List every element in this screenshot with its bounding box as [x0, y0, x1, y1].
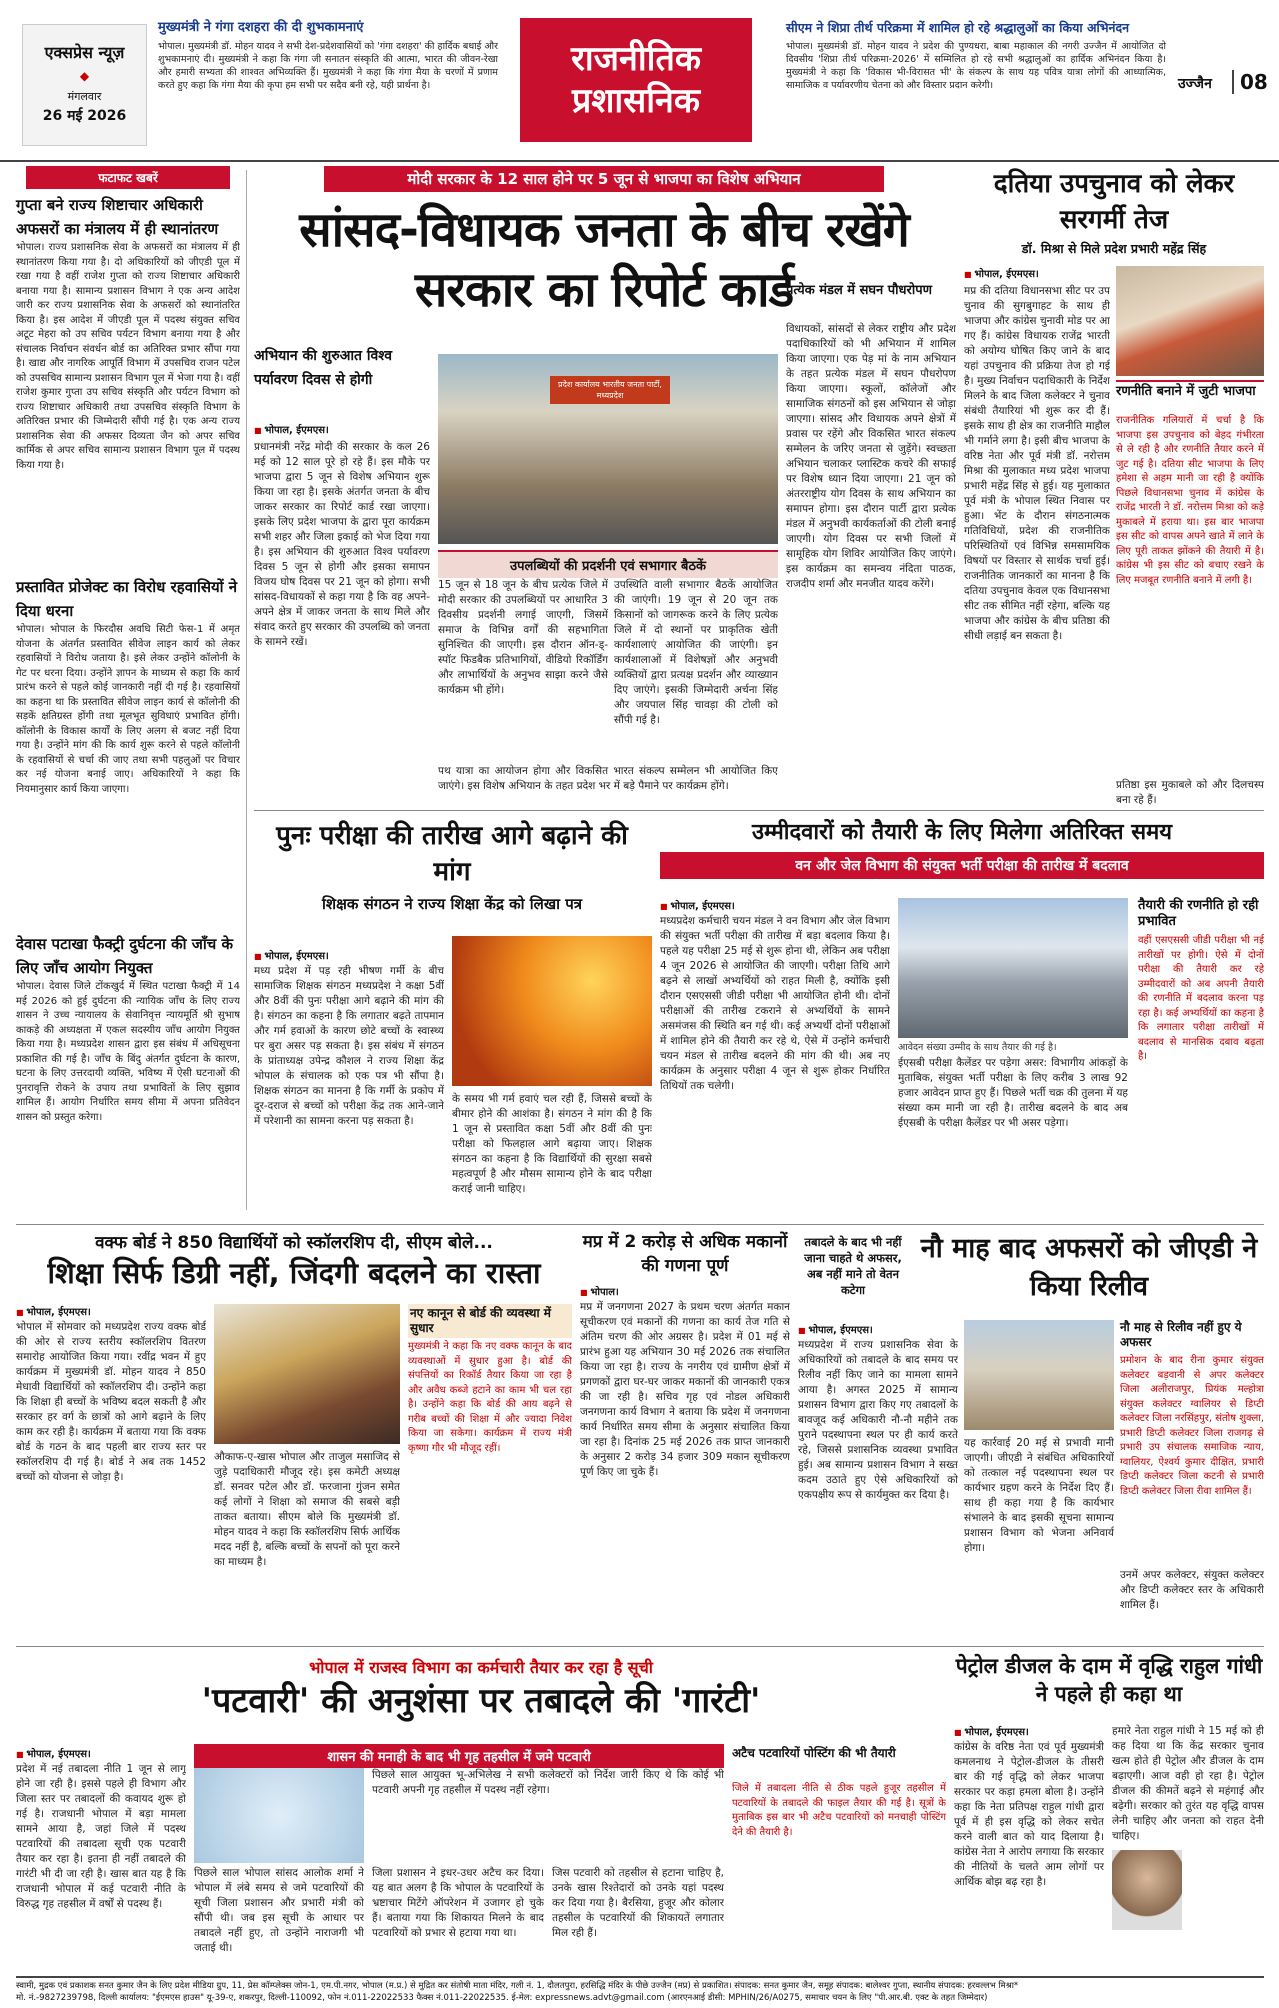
lead-body-4: पथ यात्रा का आयोजन होगा और विकसित भारत संकल्प सम्मेलन भी आयोजित किए जाएंगे। इस विशेष अभियान के तहत प्रदेश भर में बड़े पैमाने पर कार्यक्रम होंगे।: [438, 765, 778, 792]
datia-story: [964, 166, 1264, 806]
census-byline: ■ भोपाल।: [580, 1284, 790, 1298]
kamalnath-photo: [1112, 1850, 1182, 1930]
waqf-headline: शिक्षा सिर्फ डिग्री नहीं, जिंदगी बदलने का रास्ता: [47, 1256, 541, 1290]
patwari-headline: 'पटवारी' की अनुशंसा पर तबादले की 'गारंटी': [201, 1681, 761, 1721]
waqf-story: [16, 1230, 572, 1640]
census-headline: मप्र में 2 करोड़ से अधिक मकानों की गणना पूर्ण: [582, 1232, 788, 1276]
lead-byline: ■ भोपाल, ईएमएस।: [254, 422, 329, 436]
officers-headline: नौ माह बाद अफसरों को जीएडी ने किया रिलीव: [920, 1233, 1258, 1302]
lead-col3-sub: प्रत्येक मंडल में सघन पौधरोपण: [786, 283, 933, 298]
forest-byline: ■ भोपाल, ईएमएस।: [660, 898, 735, 912]
waqf-byline: ■ भोपाल, ईएमएस।: [16, 1304, 91, 1318]
exam-body-2: के समय भी गर्म हवाएं चल रही हैं, जिससे बच्चों के बीमार होने की आशंका है। संगठन ने मांग की है कि 1 जून से प्रस्तावित कक्षा 5वीं और 8वीं की पुनः परीक्षा को फिलहाल आगे बढ़ाया जाए। शिक्षक संगठन का कहना है कि विद्यार्थियों की सुरक्षा सबसे महत्वपूर्ण है और मौसम सामान्य होने के बाद परीक्षा कराई जानी चाहिए।: [452, 1093, 652, 1195]
petrol-story: [954, 1652, 1264, 1970]
waqf-body: भोपाल में सोमवार को मध्यप्रदेश राज्य वक्फ बोर्ड की ओर से राज्य स्तरीय स्कॉलरशिप वितरण समारोह आयोजित किया गया। रवींद्र भवन में हुए कार्यक्रम में मुख्यमंत्री डॉ. मोहन यादव ने 850 मेधावी विद्यार्थियों को स्कॉलरशिप दी। उन्होंने कहा कि शिक्षा ही बच्चों के भविष्य बदल सकती है और सरकार हर वर्ग के छात्रों को आगे बढ़ाने के लिए काम कर रही है। कार्यक्रम में बताया गया कि वक्फ बोर्ड के गठन के बाद पहली बार राज्य स्तर पर स्कॉलरशिप दी गई है। बोर्ड ने अब तक 1452 बच्चों को योजना से जोड़ा है।: [16, 1321, 206, 1483]
datia-side-body: राजनीतिक गलियारों में चर्चा है कि भाजपा इस उपचुनाव को बेहद गंभीरता से ले रही है और रणनीति तैयार करने में जुट गई है। दतिया सीट भाजपा के लिए हमेशा से अहम मानी जा रही है क्योंकि पिछले विधानसभा चुनाव में कांग्रेस के राजेंद्र भारती ने डॉ. नरोत्तम मिश्रा को कड़े मुकाबले में हराया था। इस बार भाजपा इस सीट को वापस अपने खाते में लाने के लिए पूरी ताकत झोंकने की तैयारी में है। कांग्रेस भी इस सीट को बचाए रखने के लिए मजबूत रणनीति बनाने में लगी है।: [1116, 415, 1264, 586]
officers-side-body: प्रमोशन के बाद रीना कुमार संयुक्त कलेक्टर बड़वानी से अपर कलेक्टर जिला अलीराजपुर, प्रियंक मल्होत्रा संयुक्त कलेक्टर ग्वालियर से डिप्टी कलेक्टर जिला नरसिंहपुर, संतोष शुक्ला, प्रभारी डिप्टी कलेक्टर जिला राजगढ़ से प्रभारी उप संचालक समाजिक न्याय, ग्वालियर, ऐश्वर्य कुमार दीक्षित, प्रभारी डिप्टी कलेक्टर जिला कटनी से प्रभारी डिप्टी कलेक्टर जिला रीवा शामिल हैं।: [1120, 1355, 1264, 1497]
lead-body-2: 15 जून से 18 जून के बीच प्रत्येक जिले में मोदी सरकार की उपलब्धियों पर आधारित 3 दिवसीय प्रदर्शनी लगाई जाएगी, जिसमें समाज के विभिन्न वर्गों की सहभागिता सुनिश्चित की जाएगी। इस दौरान ऑन-ड्-स्पॉट फिडबैक प्रतिभागियों, वीडियो रिकॉर्डिंग और लाभार्थियों के अनुभव साझा करने जैसे कार्यक्रम भी होंगे।: [438, 579, 608, 696]
patwari-byline: ■ भोपाल, ईएमएस।: [16, 1746, 91, 1760]
exam-deck: शिक्षक संगठन ने राज्य शिक्षा केंद्र को लिखा पत्र: [321, 895, 582, 913]
waqf-side-body: मुख्यमंत्री ने कहा कि नए वक्फ कानून के बाद व्यवस्थाओं में सुधार हुआ है। बोर्ड की संपत्तियों का रिकॉर्ड तैयार किया जा रहा है और अवैध कब्जे हटाने का काम भी चल रहा है। उन्होंने कहा कि बोर्ड की आय बढ़ने से गरीब बच्चों की शिक्षा में और ज्यादा निवेश किया जा सकेगा। कार्यक्रम में राज्य मंत्री कृष्णा गौर भी मौजूद रहीं।: [408, 1341, 572, 1454]
fatafat-headline: प्रस्तावित प्रोजेक्ट का विरोध रहवासियों ने दिया धरना: [16, 578, 238, 620]
datia-body: मप्र की दतिया विधानसभा सीट पर उप चुनाव की सुगबुगाहट के साथ ही भाजपा और कांग्रेस चुनावी मोड पर आ गए हैं। कांग्रेस विधायक राजेंद्र भारती को अयोग्य घोषित किए जाने के बाद यहां उपचुनाव की प्रक्रिया तेज हो गई है। मुख्य निर्वाचन पदाधिकारी के निर्देश मिलने के बाद जिला कलेक्टर ने चुनाव संबंधी तैयारियां भी शुरू कर दी हैं। इसके साथ ही क्षेत्र का राजनीति माहौल भी गर्माने लगा है। इसी बीच भाजपा के वरिष्ठ नेता और पूर्व मंत्री डॉ. नरोत्तम मिश्रा की मुलाकात मध्य प्रदेश भाजपा प्रभारी महेंद्र सिंह से हुई। यह मुलाकात पूर्व मंत्री के भोपाल स्थित निवास पर हुआ। भेंट के दौरान संगठनात्मक गतिविधियों, प्रदेश की राजनीतिक परिस्थितियों एवं विभिन्न समसामयिक विषयों पर विस्तार से सार्थक चर्चा हुई। राजनीतिक जानकारों का मानना है कि दतिया उपचुनाव केवल एक विधानसभा सीट तक सीमित नहीं रहेगा, बल्कि यह भाजपा और कांग्रेस के बीच प्रतिष्ठा की सीधी लड़ाई बन सकता है।: [964, 285, 1110, 642]
section-rule: [254, 810, 1264, 811]
imprint-line-1: स्वामी, मुद्रक एवं प्रकाशक सनत कुमार जैन के लिए प्रदेश मीडिया ग्रुप, 11, प्रेस कॉम्प्लेक्स जोन-1, एम.पी.नगर, भोपाल (म.प्र.) से मुद्रित कर संतोषी माता मंदिर, गली नं. 1, दौलतपुरा, हरसिद्धि मंदिर के पीछे उज्जैन (मप्र) से प्रकाशित। संपादक: सनत कुमार जैन, समूह संपादक: बालेश्वर गुप्ता, स्थानीय संपादक: हरवल्लभ मिश्रा*: [16, 1981, 1019, 1991]
forest-bar: वन और जेल विभाग की संयुक्त भर्ती परीक्षा की तारीख में बदलाव: [660, 852, 1264, 879]
fatafat-label: फटाफट खबरें: [26, 166, 230, 189]
section-rule-2: [16, 1224, 1264, 1225]
masthead-left-headline: मुख्यमंत्री ने गंगा दशहरा की दी शुभकामनाएं: [158, 20, 364, 35]
datia-byline: ■ भोपाल, ईएमएस।: [964, 266, 1039, 280]
day: मंगलवार: [67, 90, 102, 103]
masthead-left-story: [158, 20, 498, 150]
datia-side-headline: रणनीति बनाने में जुटी भाजपा: [1116, 380, 1264, 400]
waqf-kicker: वक्फ बोर्ड ने 850 विद्यार्थियों को स्कॉलरशिप दी, सीएम बोले...: [95, 1233, 493, 1253]
lead-sub-bar: उपलब्धियों की प्रदर्शनी एवं सभागार बैठकें: [438, 550, 778, 578]
exam-body: मध्य प्रदेश में पड़ रही भीषण गर्मी के बीच सामाजिक शिक्षक संगठन मध्यप्रदेश ने कक्षा 5वीं और 8वीं की पुनः परीक्षा आगे बढ़ाने की मांग की है। संगठन का कहना है कि लगातार बढ़ते तापमान और गर्म हवाओं के कारण छोटे बच्चों के स्वास्थ्य पर बुरा असर पड़ सकता है। इस संबंध में संगठन के प्रांताध्यक्ष उपेन्द्र कौशल ने राज्य शिक्षा केंद्र भोपाल के संचालक को एक पत्र भी सौंपा है। शिक्षक संगठन का मानना है कि गर्मी के प्रकोप में दूर-दराज से बच्चों को परीक्षा केंद्र तक आने-जाने में परेशानी का सामना करना पड़ सकता है।: [254, 965, 444, 1127]
census-body: मप्र में जनगणना 2027 के प्रथम चरण अंतर्गत मकान सूचीकरण एवं मकानों की गणना का कार्य तेज गति से अंतिम चरण की ओर अग्रसर है। प्रदेश में 01 मई से प्रारंभ हुआ यह अभियान 30 मई 2026 तक संचालित किया जा रहा है। राज्य के नगरीय एवं ग्रामीण क्षेत्रों में प्रगणकों द्वारा घर-घर जाकर मकानों की जानकारी एकत्र की जा रही है। सचिव गृह एवं नोडल अधिकारी जनगणना कार्य विभाग ने बताया कि प्रदेश में जनगणना कार्य निर्धारित समय सीमा के अनुसार संचालित किया जा रहा है। दिनांक 25 मई 2026 तक प्राप्त जानकारी के अनुसार 2 करोड़ 34 हजार 309 मकान सूचीकरण पूर्ण किए जा चुके हैं।: [580, 1301, 790, 1478]
datia-photo: [1116, 266, 1264, 376]
patwari-story: [16, 1652, 946, 1970]
masthead-rule: [0, 160, 1279, 162]
diamond-icon: ◆: [79, 69, 90, 83]
esb-building-photo: [898, 898, 1128, 1038]
lead-pull-quote: अभियान की शुरुआत विश्व पर्यावरण दिवस से होगी: [254, 348, 393, 388]
bjp-office-photo: [438, 354, 778, 544]
waqf-photo: [214, 1304, 400, 1444]
page-number: 08: [1232, 70, 1268, 94]
office-sign: प्रदेश कार्यालय भारतीय जनता पार्टी, मध्यप्रदेश: [550, 376, 670, 404]
section-title-text: राजनीतिक प्रशासनिक: [571, 39, 701, 121]
masthead-right-story: [786, 20, 1166, 122]
petrol-body: कांग्रेस के वरिष्ठ नेता एवं पूर्व मुख्यमंत्री कमलनाथ ने पेट्रोल-डीजल के तीसरी बार की गई वृद्धि को लेकर भाजपा सरकार पर कड़ा हमला बोला है। उन्होंने कहा कि नेता प्रतिपक्ष राहुल गांधी द्वारा पूर्व में ही इस वृद्धि को लेकर सचेत करने वाली बात को याद दिलाया है। कांग्रेस नेता ने आरोप लगाया कि सरकार की नीतियों के चलते आम लोगों पर आर्थिक बोझ बढ़ रहा है।: [954, 1741, 1104, 1888]
officers-body-2: यह कार्रवाई 20 मई से प्रभावी मानी जाएगी। जीएडी ने संबंधित अधिकारियों को तत्काल नई पदस्थापना स्थल पर कार्यभार ग्रहण करने के निर्देश दिए हैं। साथ ही कहा गया है कि कार्यभार संभालने के बाद इसकी सूचना सामान्य प्रशासन विभाग को भेजना अनिवार्य होगा।: [964, 1437, 1114, 1554]
fatafat-item-3: [16, 932, 240, 1195]
fatafat-headline: देवास पटाखा फैक्ट्री दुर्घटना की जाँच के लिए जाँच आयोग नियुक्त: [16, 935, 234, 977]
imprint-line-2: मो. नं.-9827239798, दिल्ली कार्यालय: "ईएमएस हाउस" यू-39-ए, शकरपुर, दिल्ली-110092, फोन नं.011-22022533 फैक्स नं.011-22022535. ई-मेल: expressnews.advt@gmail.com (आरएनआई डीसी: MPHIN/26/A0275, समाचार चयन के लिए "पी.आर.बी. एक्ट के तहत जिम्मेदार): [16, 1993, 988, 2003]
lead-story: [254, 166, 954, 806]
page-city: उज्जैन: [1178, 76, 1212, 92]
petrol-headline: पेट्रोल डीजल के दाम में वृद्धि राहुल गांधी ने पहले ही कहा था: [955, 1654, 1263, 1706]
fatafat-item-1: [16, 193, 240, 571]
forest-esb-body: ईएसबी परीक्षा कैलेंडर पर पड़ेगा असर: विभागीय आंकड़ों के मुताबिक, संयुक्त भर्ती परीक्षा के लिए करीब 3 लाख 92 हजार आवेदन प्राप्त हुए हैं। पिछले भर्ती चक्र की तुलना में यह संख्या कम मानी जा रही है। तारीख बदलने के बाद अब ईएसबी के परीक्षा कैलेंडर पर भी असर पड़ेगा।: [898, 1057, 1128, 1129]
exam-byline: ■ भोपाल, ईएमएस।: [254, 948, 329, 962]
masthead-left-body: भोपाल। मुख्यमंत्री डॉ. मोहन यादव ने सभी देश-प्रदेशवासियों को 'गंगा दशहरा' की हार्दिक बधाई और शुभकामनाएं दी। मुख्यमंत्री ने कहा कि गंगा जी सनातन संस्कृति की आत्मा, भारत की जीवन-रेखा और हमारी सभ्यता की शाश्वत अभिव्यक्ति हैं। मुख्यमंत्री ने कहा कि गंगा मैया के चरणों में प्रणाम करते हुए कहा कि गंगा मैया की कृपा हम सभी पर सदैव बनी रहे, यही प्रार्थना है।: [158, 41, 498, 91]
datia-headline: दतिया उपचुनाव को लेकर सरगर्मी तेज: [993, 169, 1235, 235]
patwari-bar: शासन की मनाही के बाद भी गृह तहसील में जमे पटवारी: [194, 1744, 724, 1768]
patwari-pre-body: पिछले साल आयुक्त भू-अभिलेख ने सभी कलेक्टरों को निर्देश जारी किए थे कि कोई भी पटवारी अपनी गृह तहसील में पदस्थ नहीं रहेगा।: [372, 1769, 724, 1796]
imprint-footer: [16, 1976, 1264, 2006]
census-story: [580, 1230, 790, 1640]
column-divider: [246, 170, 247, 1210]
paper-name: एक्सप्रेस न्यूज़: [44, 43, 125, 62]
petrol-byline: ■ भोपाल, ईएमएस।: [954, 1724, 1029, 1738]
lead-headline: सांसद-विधायक जनता के बीच रखेंगे सरकार का रिपोर्ट कार्ड: [299, 202, 909, 318]
forest-story: [660, 818, 1264, 1218]
fatafat-column: [16, 166, 240, 1216]
forest-caption: आवेदन संख्या उम्मीद के साथ तैयार की गई है।: [898, 1042, 1057, 1053]
petrol-body-2: हमारे नेता राहुल गांधी ने 15 मई को ही कह दिया था कि केंद्र सरकार चुनाव खत्म होते ही पेट्रोल और डीजल के दाम बढ़ाएगी। आज वही हो रहा है। पेट्रोल डीजल की कीमतें बढ़ने से महंगाई और बढ़ेगी। सरकार को तुरंत यह वृद्धि वापस लेनी चाहिए और जनता को राहत देनी चाहिए।: [1112, 1725, 1264, 1842]
section-rule-3: [16, 1646, 1264, 1647]
patwari-kicker: भोपाल में राजस्व विभाग का कर्मचारी तैयार कर रहा है सूची: [309, 1658, 653, 1677]
datia-deck: डॉ. मिश्रा से मिले प्रदेश प्रभारी महेंद्र सिंह: [1021, 241, 1207, 256]
exam-headline: पुनः परीक्षा की तारीख आगे बढ़ाने की मांग: [276, 821, 628, 887]
forest-side-body: वहीं एसएससी जीडी परीक्षा भी नई तारीखों पर होगी। ऐसे में दोनों परीक्षा की तैयारी कर रहे उम्मीदवारों को अब अपनी तैयारी की रणनीति में बदलाव करना पड़ रहा है। कई अभ्यर्थियों का कहना है कि लगातार परीक्षा तारीखों में बदलाव से मानसिक दबाव बढ़ता है।: [1138, 935, 1264, 1062]
paper-brand-box: [22, 24, 147, 146]
section-title: [520, 18, 752, 142]
officers-side-headline: नौ माह से रिलीव नहीं हुए ये अफसर: [1120, 1320, 1242, 1349]
fatafat-item-2: [16, 575, 240, 928]
masthead-right-body: भोपाल। मुख्यमंत्री डॉ. मोहन यादव ने प्रदेश की पुण्यधरा, बाबा महाकाल की नगरी उज्जैन में आयोजित दो दिवसीय 'शिप्रा तीर्थ परिक्रमा-2026' में सम्मिलित हो रहे सभी श्रद्धालुओं का हार्दिक अभिनंदन किया है। मुख्यमंत्री ने कहा कि 'विकास भी-विरासत भी' के संकल्प के साथ यह पवित्र यात्रा लोगों की आध्यात्मिक, सामाजिक व पर्यावरणीय चेतना को और विस्तार प्रदान करेगी।: [786, 41, 1166, 91]
heat-photo: [452, 936, 652, 1086]
fatafat-body: भोपाल। राज्य प्रशासनिक सेवा के अफसरों का मंत्रालय में ही स्थानांतरण किया गया है। दो अधिकारियों को जीएडी पूल में रखा गया है वहीं राजेश गुप्ता को राज्य शिष्टाचार अधिकारी बनाया गया है। सामान्य प्रशासन विभाग ने एक अन्य आदेश जारी कर राज्य प्रशासनिक सेवा के अफसरों को स्थानांतरित किया है। इस आदेश में जीएडी पूल में पदस्थ संयुक्त सचिव अटूट मेहरा को उप सचिव पर्यटन विभाग बनाया गया है और संचालक निर्वाचन संवर्धन बोर्ड का अतिरिक्त प्रभार सौंपा गया है। खाद्य और नागरिक आपूर्ति विभाग में उपसचिव राजन पटेल को उपसचिव सामान्य प्रशासन विभाग पूल में भेजा गया है। वहीं राजेश कुमार गुप्ता उप सचिव संस्कृति और पर्यटन विभाग को राज्य शिष्टाचार अधिकारी तथा उपसचिव संस्कृति विभाग के अतिरिक्त प्रभार की जिम्मेदारी सौंपी गई है। एक अन्य राज्य प्रशासनिक सेवा की अफसर दिव्यता जैन को अपर सचिव कार्मिक से अपर सचिव सामान्य प्रशासन विभाग पूल में पदस्थ किया गया है।: [16, 242, 240, 471]
patwari-body-3: जिला प्रशासन ने इधर-उधर अटैच कर दिया। यह बात अलग है कि भोपाल के पटवारियों के भ्रष्टाचार मिटेंगे ऑपरेशन में उजागर हो चुके हैं। बताया गया कि शिकायत मिलने के बाद पटवारियों को प्रभार से हटाया गया था।: [372, 1867, 544, 1939]
patwari-side-headline: अटैच पटवारियों पोस्टिंग की भी तैयारी: [732, 1746, 896, 1760]
waqf-side-headline: नए कानून से बोर्ड की व्यवस्था में सुधार: [408, 1304, 572, 1338]
officers-tail: उनमें अपर कलेक्टर, संयुक्त कलेक्टर और डिप्टी कलेक्टर स्तर के अधिकारी शामिल हैं।: [1120, 1569, 1264, 1611]
fatafat-headline: गुप्ता बने राज्य शिष्टाचार अधिकारी अफसरों का मंत्रालय में ही स्थानांतरण: [16, 196, 219, 238]
masthead-right-headline: सीएम ने शिप्रा तीर्थ परिक्रमा में शामिल हो रहे श्रद्धालुओं का किया अभिनंदन: [786, 20, 1130, 35]
lead-body-3: उपस्थिति वाली सभागार बैठकें आयोजित की जाएंगी। 19 जून से 20 जून तक किसानों को जागरूक करने के लिए प्रत्येक जिले में दो स्थानों पर प्राकृतिक खेती कार्यशालाएं आयोजित की जाएंगी। इन कार्यशालाओं में विशेषज्ञों और अनुभवी व्यक्तियों द्वारा प्रत्यक्ष प्रदर्शन और व्याख्यान दिए जाएंगे। इसकी जिम्मेदारी अर्चना सिंह और जयपाल सिंह चावड़ा की टोली को सौंपी गई है।: [614, 579, 778, 726]
datia-tail: प्रतिष्ठा इस मुकाबले को और दिलचस्प बना रहे हैं।: [1116, 779, 1264, 806]
forest-headline: उम्मीदवारों को तैयारी के लिए मिलेगा अतिरिक्त समय: [751, 820, 1173, 845]
patwari-body-4: जिस पटवारी को तहसील से हटाना चाहिए है, उनके खास रिश्तेदारों को उनके यहां पदस्थ कर दिया गया है। बैरसिया, हुजूर और कोलार तहसील के पटवारियों की शिकायतें लगातार मिल रही हैं।: [552, 1867, 724, 1939]
fatafat-body: भोपाल। देवास जिले टोंकखुर्द में स्थित पटाखा फैक्ट्री में 14 मई 2026 को हुई दुर्घटना की न्यायिक जाँच के लिए राज्य शासन ने उच्च न्यायालय के सेवानिवृत्त न्यायमूर्ति श्री सुभाष काकड़े की अध्यक्षता में एकल सदस्यीय जाँच आयोग नियुक्त किया गया है। मध्यप्रदेश शासन द्वारा इस संबंध में अधिसूचना प्रकाशित की गई है। जाँच के बिंदु अंतर्गत दुर्घटना के कारण, घटना के लिए उत्तरदायी व्यक्ति, भविष्य में ऐसी घटनाओं की पुनरावृत्ति रोकने के उपाय तथा प्रभावितों के लिए सुझाव शामिल हैं। आयोग निर्धारित समय सीमा में अपना प्रतिवेदन शासन को प्रस्तुत करेगा।: [16, 981, 240, 1123]
patwari-side-body: जिले में तबादला नीति से ठीक पहले हुजूर तहसील में पटवारियों के तबादले की फाइल तैयार की गई है। सूत्रों के मुताबिक इस बार भी अटैच पटवारियों को मनचाही पोस्टिंग देने की तैयारी है।: [732, 1783, 946, 1838]
patwari-body: प्रदेश में नई तबादला नीति 1 जून से लागू होने जा रही है। इससे पहले ही विभाग और जिला स्तर पर तबादलों की कवायद शुरू हो गई है। राजधानी भोपाल में बड़ा मामला सामने आया है, जहां जिले में पदस्थ पटवारियों की तबादला सूची एक पटवारी तैयार कर रहा है। इतना ही नहीं तबादले की गारंटी भी दी जा रही है। खास बात यह है कि राजधानी भोपाल में कई पटवारी नीति के विरुद्ध गृह तहसील में वर्षों से पदस्थ हैं।: [16, 1763, 186, 1910]
lead-kicker: मोदी सरकार के 12 साल होने पर 5 जून से भाजपा का विशेष अभियान: [324, 166, 884, 192]
masthead: [0, 0, 1279, 160]
forest-body: मध्यप्रदेश कर्मचारी चयन मंडल ने वन विभाग और जेल विभाग की संयुक्त भर्ती परीक्षा की तारीख में बड़ा बदलाव किया है। पहले यह परीक्षा 25 मई से शुरू होना थी, लेकिन अब परीक्षा 4 जून 2026 से आयोजित की जाएगी। परीक्षा तिथि आगे बढ़ने से लाखों अभ्यर्थियों को राहत मिली है, क्योंकि इसी दौरान एसएससी जीडी परीक्षा भी आयोजित होनी थी। दोनों परीक्षाओं की तारीख टकराने से अभ्यर्थियों के सामने असमंजस की स्थिति बन गई थी। कई अभ्यर्थी दोनों परीक्षाओं में शामिल होने की तैयारी कर रहे थे, ऐसे में उन्होंने कर्मचारी चयन मंडल से तारीख बदलने की मांग की थी। अब नए कार्यक्रम के अनुसार परीक्षा 4 जून से शुरू होकर निर्धारित तिथियों तक चलेगी।: [660, 915, 890, 1092]
officers-story: [798, 1230, 1264, 1640]
officers-body: मध्यप्रदेश में राज्य प्रशासनिक सेवा के अधिकारियों को तबादले के बाद समय पर रिलीव नहीं किए जाने का मामला सामने आया है। अगस्त 2025 में सामान्य प्रशासन विभाग द्वारा किए गए तबादलों के बावजूद कई अधिकारी नौ-नौ महीने तक पुराने पदस्थापना स्थल पर ही कार्य करते रहे, जिससे प्रशासनिक व्यवस्था प्रभावित हुई। अब सामान्य प्रशासन विभाग ने सख्त कदम उठाते हुए ऐसे अधिकारियों को एकपक्षीय रूप से कार्यमुक्त कर दिया है।: [798, 1339, 958, 1501]
date: 26 मई 2026: [42, 108, 127, 124]
lead-body-1: प्रधानमंत्री नरेंद्र मोदी की सरकार के कल 26 मई को 12 साल पूरे हो रहे हैं। इस मौके पर भाजपा द्वारा 5 जून से विशेष अभियान शुरू किया जा रहा है। इसके अंतर्गत जनता के बीच जाकर सरकार का रिपोर्ट कार्ड रखा जाएगा। इसके लिए प्रदेश भाजपा के द्वारा पूरा कार्यक्रम सभी शहर और जिला इकाई को भेज दिया गया है। इस अभियान की शुरुआत विश्व पर्यावरण दिवस 5 जून से होगी और इसका समापन विजय घोष दिवस पर 21 जून को होगा। सभी सांसद-विधायकों से कहा गया है कि वह अपने-अपने क्षेत्र में जाकर जनता के साथ मिले और संवाद करते हुए सरकार की उपलब्धि को जनता के सामने रखें।: [254, 441, 430, 648]
gad-building-photo: [964, 1320, 1114, 1430]
people-network-graphic: [194, 1768, 364, 1863]
lead-col3-body: विधायकों, सांसदों से लेकर राष्ट्रीय और प्रदेश पदाधिकारियों को भी अभियान में शामिल किया जाएगा। एक पेड़ मां के नाम अभियान के तहत प्रत्येक मंडल में सघन पौधरोपण किया जाएगा। स्कूलों, कॉलेजों और सामाजिक संगठनों को इस अभियान से जोड़ा जाएगा। सांसद और विधायक अपने क्षेत्रों में प्रवास पर रहेंगे और विकसित भारत संकल्प सम्मेलन के जरिए जनता से जुड़ेंगे। स्वच्छता अभियान चलाकर प्लास्टिक कचरे की सफाई पर विशेष ध्यान दिया जाएगा। 21 जून को अंतरराष्ट्रीय योग दिवस के साथ अभियान का समापन होगा। इस दौरान पार्टी द्वारा प्रत्येक मंडल में अनुभवी कार्यकर्ताओं की टोली बनाई जाएगी। योग दिवस पर सभी जिलों में सामूहिक योग शिविर आयोजित किए जाएंगे। इस कार्यक्रम का समन्वय नंदिता पाठक, राजदीप शर्मा और मनजीत यादव करेंगे।: [786, 323, 956, 590]
fatafat-body: भोपाल। भोपाल के फिरदौस अवधि सिटी फेस-1 में अमृत योजना के अंतर्गत प्रस्तावित सीवेज लाइन कार्य को लेकर रहवासियों ने विरोध जताया है। इसे लेकर उन्होंने कॉलोनी के गेट पर धरना दिया। उन्होंने ज्ञापन के माध्यम से कहा कि कार्य प्रारंभ करने से पहले कोई जानकारी नहीं दी गई है। रहवासियों का कहना था कि प्रस्तावित सीवेज लाइन कार्य से कॉलोनी की सड़कें क्षतिग्रस्त होंगी तथा मूलभूत सुविधाएं प्रभावित होंगी। कॉलोनी के विकास कार्यों के लिए अलग से बजट नहीं दिया गया है। उन्होंने मांग की कि कार्य शुरू करने से पहले कॉलोनी के रहवासियों से चर्चा की जाए तथा सभी पहलुओं पर विचार कर नई योजना बनाई जाए। अधिकारियों ने कहा कि नियमानुसार कार्य किया जाएगा।: [16, 624, 240, 795]
forest-side-headline: तैयारी की रणनीति हो रही प्रभावित: [1138, 898, 1259, 929]
exam-story: [254, 818, 650, 1218]
officers-byline: ■ भोपाल, ईएमएस।: [798, 1322, 873, 1336]
waqf-body-2: औकाफ-ए-खास भोपाल और ताजुल मसाजिद से जुड़े पदाधिकारी मौजूद रहे। इस कमेटी अध्यक्ष डॉ. सनवर पटेल और डॉ. फरजाना गुंजन समेत कई लोगों ने शिक्षा को समाज की सबसे बड़ी ताकत बताया। सीएम बोले कि मुख्यमंत्री डॉ. मोहन यादव ने कहा कि स्कॉलरशिप सिर्फ आर्थिक मदद नहीं है, बल्कि बच्चों के सपनों को पूरा करने का माध्यम है।: [214, 1451, 400, 1568]
officers-quote: तबादले के बाद भी नहीं जाना चाहते थे अफसर, अब नहीं माने तो वेतन कटेगा: [804, 1235, 902, 1297]
patwari-body-2: पिछले साल भोपाल सांसद आलोक शर्मा ने भोपाल में लंबे समय से जमे पटवारियों की सूची जिला प्रशासन और प्रभारी मंत्री को सौंपी थी। जब इस सूची के आधार पर तबादले नहीं हुए, तो उन्होंने नाराजगी भी जताई थी।: [194, 1867, 364, 1954]
